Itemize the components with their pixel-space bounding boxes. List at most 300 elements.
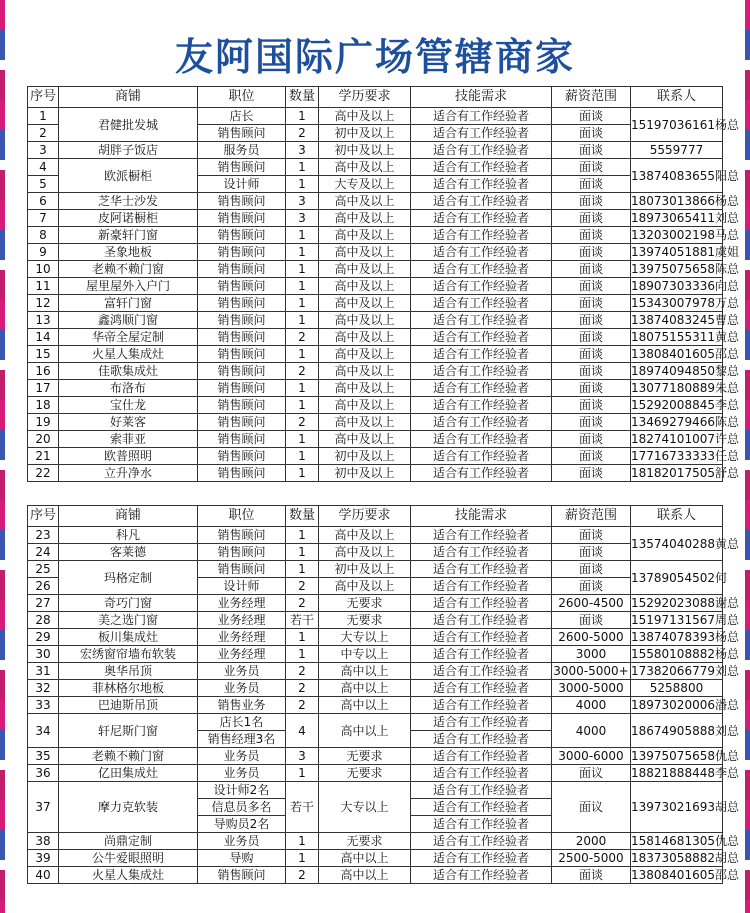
table-cell: 高中及以上 (319, 278, 411, 295)
table-cell: 高中及以上 (319, 193, 411, 210)
table-row (28, 714, 723, 731)
table-row (28, 663, 723, 680)
table-row (28, 295, 723, 312)
table-cell: 13077180889朱总 (631, 381, 739, 395)
table-cell: 1 (286, 227, 319, 244)
table-cell: 中专以上 (319, 646, 411, 663)
table-cell: 12 (28, 295, 59, 312)
table-cell: 28 (28, 612, 59, 629)
table-cell: 高中及以上 (319, 295, 411, 312)
table-cell: 18 (28, 397, 59, 414)
table-cell: 适合有工作经验者 (411, 544, 552, 561)
table-row (28, 210, 723, 227)
table-cell: 3 (286, 210, 319, 227)
table-cell: 3 (286, 142, 319, 159)
table-cell: 业务员 (198, 833, 286, 850)
table-cell: 销售顾问 (198, 363, 286, 380)
table-cell: 适合有工作经验者 (411, 142, 552, 159)
table-cell: 高中及以上 (319, 244, 411, 261)
header-contact: 联系人 (631, 87, 723, 108)
table-cell: 高中及以上 (319, 380, 411, 397)
table-cell: 业务员 (198, 765, 286, 782)
table-cell: 布洛布 (59, 380, 198, 397)
table-cell: 适合有工作经验者 (411, 329, 552, 346)
table-row (28, 867, 723, 884)
table-row (28, 629, 723, 646)
table-cell: 适合有工作经验者 (411, 714, 552, 731)
table-cell: 1 (286, 646, 319, 663)
table-cell: 1 (286, 159, 319, 176)
table-cell: 板川集成灶 (59, 629, 198, 646)
table-cell: 面谈 (552, 578, 631, 595)
table-cell: 32 (28, 680, 59, 697)
table-cell: 高中以上 (319, 867, 411, 884)
table-cell: 业务经理 (198, 646, 286, 663)
table-row (28, 159, 723, 176)
table-cell: 18373058882胡总 (631, 851, 739, 865)
table-cell: 店长 (198, 108, 286, 125)
table-cell: 13874078393杨总 (631, 630, 739, 644)
table-cell: 高中及以上 (319, 414, 411, 431)
table-row (28, 448, 723, 465)
table-row (28, 465, 723, 482)
table-row (28, 595, 723, 612)
table-row (28, 765, 723, 782)
table-cell: 1 (286, 431, 319, 448)
table-cell: 业务经理 (198, 612, 286, 629)
table-cell: 1 (286, 346, 319, 363)
table-cell: 面谈 (552, 397, 631, 414)
table-cell: 9 (28, 244, 59, 261)
table-cell: 适合有工作经验者 (411, 731, 552, 748)
table-cell: 1 (286, 448, 319, 465)
table-cell: 圣象地板 (59, 244, 198, 261)
table-cell: 1 (286, 397, 319, 414)
table-cell: 店长1名 (198, 714, 286, 731)
table-row (28, 363, 723, 380)
table-cell: 3 (28, 142, 59, 159)
header-education: 学历要求 (319, 506, 411, 527)
table-row (28, 850, 723, 867)
table-cell: 13973021693胡总 (631, 782, 723, 833)
header-position: 职位 (198, 506, 286, 527)
table-row (28, 527, 723, 544)
table-cell: 新豪轩门窗 (59, 227, 198, 244)
table-cell: 5 (28, 176, 59, 193)
table-cell: 无要求 (319, 833, 411, 850)
table-cell: 适合有工作经验者 (411, 363, 552, 380)
table-cell: 15292023088谢总 (631, 596, 739, 610)
table-cell: 面谈 (552, 431, 631, 448)
table-cell: 无要求 (319, 748, 411, 765)
table-cell: 18274101007许总 (631, 432, 739, 446)
table-cell: 佳歌集成灶 (59, 363, 198, 380)
table-cell: 适合有工作经验者 (411, 125, 552, 142)
table-cell: 适合有工作经验者 (411, 295, 552, 312)
table-cell: 面谈 (552, 346, 631, 363)
table-cell: 好莱客 (59, 414, 198, 431)
table-cell: 面谈 (552, 244, 631, 261)
table-cell: 1 (286, 380, 319, 397)
table-body (28, 108, 739, 482)
right-decorative-strip (745, 0, 750, 913)
table-cell: 无要求 (319, 612, 411, 629)
table-cell: 1 (286, 629, 319, 646)
table-cell: 面谈 (552, 329, 631, 346)
table-cell: 3 (286, 193, 319, 210)
table-cell: 销售顾问 (198, 210, 286, 227)
table-cell: 销售顾问 (198, 465, 286, 482)
table-cell: 37 (28, 782, 59, 833)
table-cell: 适合有工作经验者 (411, 561, 552, 578)
table-cell: 科凡 (59, 527, 198, 544)
table-cell: 面谈 (552, 159, 631, 176)
table-cell: 21 (28, 448, 59, 465)
table-cell: 销售顾问 (198, 544, 286, 561)
table-cell: 5559777 (631, 142, 723, 159)
table-cell: 高中及以上 (319, 329, 411, 346)
table-cell: 业务经理 (198, 629, 286, 646)
table-cell: 25 (28, 561, 59, 578)
table-cell: 22 (28, 465, 59, 482)
table-cell: 导购 (198, 850, 286, 867)
merchant-table-2 (27, 505, 739, 884)
table-header-row (28, 87, 723, 108)
header-seq: 序号 (28, 87, 59, 108)
table-cell: 销售顾问 (198, 159, 286, 176)
table-cell: 销售顾问 (198, 312, 286, 329)
table-cell: 设计师2名 (198, 782, 286, 799)
table-cell: 23 (28, 527, 59, 544)
table-cell: 高中及以上 (319, 312, 411, 329)
table-cell: 适合有工作经验者 (411, 748, 552, 765)
table-row (28, 108, 723, 125)
table-cell: 面谈 (552, 295, 631, 312)
table-cell: 14 (28, 329, 59, 346)
table-cell: 面议 (552, 782, 631, 833)
table-cell: 面谈 (552, 193, 631, 210)
table-cell: 18073013866杨总 (631, 194, 739, 208)
table-row (28, 612, 723, 629)
table-cell: 适合有工作经验者 (411, 612, 552, 629)
table-cell: 高中及以上 (319, 210, 411, 227)
table-header-row (28, 506, 723, 527)
table-cell: 35 (28, 748, 59, 765)
table-cell: 6 (28, 193, 59, 210)
table-cell: 面谈 (552, 414, 631, 431)
table-cell: 适合有工作经验者 (411, 312, 552, 329)
table-cell: 适合有工作经验者 (411, 850, 552, 867)
table-cell: 面议 (552, 765, 631, 782)
table-cell: 富轩门窗 (59, 295, 198, 312)
table-cell: 老赖不赖门窗 (59, 261, 198, 278)
table-cell: 菲林格尔地板 (59, 680, 198, 697)
table-cell: 13808401605邵总 (631, 868, 739, 882)
table-cell: 销售顾问 (198, 125, 286, 142)
table-cell: 5258800 (631, 680, 723, 697)
header-skills: 技能需求 (411, 506, 552, 527)
table-cell: 高中及以上 (319, 227, 411, 244)
table-cell: 13808401605邵总 (631, 347, 739, 361)
table-cell: 18974094850黎总 (631, 364, 739, 378)
table-cell: 17 (28, 380, 59, 397)
table-row (28, 431, 723, 448)
table-cell: 立升净水 (59, 465, 198, 482)
table-cell: 13974051881虞姐 (631, 245, 739, 259)
header-count: 数量 (286, 506, 319, 527)
table-cell: 公牛爱眼照明 (59, 850, 198, 867)
table-cell: 适合有工作经验者 (411, 629, 552, 646)
table-cell: 24 (28, 544, 59, 561)
table-cell: 面谈 (552, 544, 631, 561)
table-cell: 39 (28, 850, 59, 867)
table-row (28, 380, 723, 397)
table-cell: 高中及以上 (319, 431, 411, 448)
table-cell: 1 (286, 244, 319, 261)
table-cell: 高中及以上 (319, 578, 411, 595)
table-cell: 销售顾问 (198, 295, 286, 312)
table-cell: 无要求 (319, 765, 411, 782)
table-cell: 2600-4500 (552, 595, 631, 612)
table-cell: 高中及以上 (319, 108, 411, 125)
table-row (28, 680, 723, 697)
table-cell: 27 (28, 595, 59, 612)
table-cell: 31 (28, 663, 59, 680)
table-cell: 销售顾问 (198, 329, 286, 346)
table-cell: 面谈 (552, 108, 631, 125)
table-cell: 屋里屋外入户门 (59, 278, 198, 295)
table-cell: 19 (28, 414, 59, 431)
table-cell: 面谈 (552, 125, 631, 142)
table-cell: 适合有工作经验者 (411, 663, 552, 680)
table-row (28, 397, 723, 414)
table-cell: 销售顾问 (198, 193, 286, 210)
table-cell: 业务员 (198, 663, 286, 680)
table-cell: 2000 (552, 833, 631, 850)
table-cell: 1 (286, 850, 319, 867)
table-cell: 1 (286, 833, 319, 850)
table-cell: 34 (28, 714, 59, 748)
table-cell: 13203002198马总 (631, 228, 739, 242)
table-cell: 若干 (286, 612, 319, 629)
table-cell: 高中及以上 (319, 261, 411, 278)
table-cell: 11 (28, 278, 59, 295)
table-cell: 导购员2名 (198, 816, 286, 833)
table-cell: 芝华士沙发 (59, 193, 198, 210)
table-cell: 适合有工作经验者 (411, 244, 552, 261)
table-cell: 20 (28, 431, 59, 448)
table-cell: 适合有工作经验者 (411, 210, 552, 227)
table-cell: 适合有工作经验者 (411, 799, 552, 816)
header-count: 数量 (286, 87, 319, 108)
table-cell: 高中以上 (319, 680, 411, 697)
table-cell: 15 (28, 346, 59, 363)
table-cell: 13874083655阳总 (631, 159, 723, 193)
table-cell: 适合有工作经验者 (411, 159, 552, 176)
table-cell: 18075155311黄总 (631, 330, 739, 344)
table-cell: 销售顾问 (198, 261, 286, 278)
table-row (28, 261, 723, 278)
table-cell: 高中以上 (319, 714, 411, 748)
table-cell: 15580108882杨总 (631, 647, 739, 661)
table-cell: 4000 (552, 697, 631, 714)
table-cell: 8 (28, 227, 59, 244)
table-cell: 面谈 (552, 465, 631, 482)
table-cell: 初中及以上 (319, 561, 411, 578)
table-row (28, 346, 723, 363)
table-cell: 销售顾问 (198, 414, 286, 431)
table-cell: 高中以上 (319, 697, 411, 714)
table-cell: 1 (286, 278, 319, 295)
table-cell: 18973065411刘总 (631, 211, 739, 225)
table-cell: 适合有工作经验者 (411, 680, 552, 697)
table-cell: 15814681305仇总 (631, 834, 739, 848)
table-cell: 1 (286, 108, 319, 125)
table-row (28, 227, 723, 244)
table-row (28, 244, 723, 261)
table-cell: 1 (286, 765, 319, 782)
table-cell: 2 (286, 663, 319, 680)
table-cell: 面谈 (552, 380, 631, 397)
table-cell: 奥华吊顶 (59, 663, 198, 680)
table-row (28, 414, 723, 431)
table-cell: 适合有工作经验者 (411, 176, 552, 193)
table-cell: 初中及以上 (319, 465, 411, 482)
table-cell: 18182017505舒总 (631, 466, 739, 480)
table-cell: 2600-5000 (552, 629, 631, 646)
table-cell: 面谈 (552, 867, 631, 884)
table-cell: 1 (286, 527, 319, 544)
table-cell: 面谈 (552, 561, 631, 578)
table-cell: 15197036161杨总 (631, 108, 723, 142)
table-cell: 2 (286, 595, 319, 612)
table-row (28, 697, 723, 714)
table-cell: 适合有工作经验者 (411, 782, 552, 799)
table-cell: 18674905888刘总 (631, 714, 723, 748)
table-cell: 30 (28, 646, 59, 663)
table-cell: 15343007978万总 (631, 296, 739, 310)
table-cell: 3 (286, 748, 319, 765)
table-cell: 面谈 (552, 612, 631, 629)
table-cell: 4 (28, 159, 59, 176)
table-cell: 13874083245曹总 (631, 313, 739, 327)
table-cell: 若干 (286, 782, 319, 833)
table-cell: 4 (286, 714, 319, 748)
table-cell: 奇巧门窗 (59, 595, 198, 612)
table-cell: 大专以上 (319, 629, 411, 646)
table-cell: 销售顾问 (198, 527, 286, 544)
table-cell: 适合有工作经验者 (411, 697, 552, 714)
table-cell: 13 (28, 312, 59, 329)
table-cell: 2 (28, 125, 59, 142)
table-cell: 宝仕龙 (59, 397, 198, 414)
table-cell: 2 (286, 697, 319, 714)
table-cell: 1 (286, 295, 319, 312)
table-cell: 销售顾问 (198, 227, 286, 244)
table-cell: 2 (286, 125, 319, 142)
table-cell: 销售业务 (198, 697, 286, 714)
table-cell: 16 (28, 363, 59, 380)
table-cell: 亿田集成灶 (59, 765, 198, 782)
table-cell: 2 (286, 578, 319, 595)
table-cell: 2 (286, 329, 319, 346)
table-cell: 适合有工作经验者 (411, 278, 552, 295)
table-cell: 火星人集成灶 (59, 346, 198, 363)
table-cell: 7 (28, 210, 59, 227)
table-cell: 鑫鸿顺门窗 (59, 312, 198, 329)
table-cell: 大专以上 (319, 782, 411, 833)
table-cell: 火星人集成灶 (59, 867, 198, 884)
merchant-table-1 (27, 86, 739, 482)
table-row (28, 329, 723, 346)
table-cell: 适合有工作经验者 (411, 465, 552, 482)
header-position: 职位 (198, 87, 286, 108)
table-cell: 2 (286, 867, 319, 884)
table-cell: 尚鼎定制 (59, 833, 198, 850)
table-cell: 40 (28, 867, 59, 884)
table-cell: 面谈 (552, 210, 631, 227)
table-cell: 18821888448李总 (631, 766, 739, 780)
table-cell: 18973020006潘总 (631, 698, 739, 712)
header-seq: 序号 (28, 506, 59, 527)
header-salary: 薪资范围 (552, 506, 631, 527)
table-cell: 13789054502何 (631, 561, 723, 595)
table-cell: 3000-5000 (552, 680, 631, 697)
table-cell: 美之选门窗 (59, 612, 198, 629)
table-cell: 销售顾问 (198, 380, 286, 397)
table-cell: 面谈 (552, 448, 631, 465)
table-cell: 销售经理3名 (198, 731, 286, 748)
table-cell: 适合有工作经验者 (411, 578, 552, 595)
table-cell: 适合有工作经验者 (411, 527, 552, 544)
table-cell: 销售顾问 (198, 867, 286, 884)
table-cell: 2 (286, 363, 319, 380)
table-cell: 适合有工作经验者 (411, 867, 552, 884)
table-cell: 适合有工作经验者 (411, 646, 552, 663)
table-cell: 29 (28, 629, 59, 646)
table-cell: 适合有工作经验者 (411, 816, 552, 833)
table-cell: 17382066779刘总 (631, 664, 739, 678)
table-cell: 4000 (552, 714, 631, 748)
table-cell: 36 (28, 765, 59, 782)
table-row (28, 646, 723, 663)
table-cell: 13574040288黄总 (631, 527, 723, 561)
table-cell: 高中及以上 (319, 159, 411, 176)
table-cell: 3000-6000 (552, 748, 631, 765)
table-cell: 面谈 (552, 363, 631, 380)
table-cell: 13975075658陈总 (631, 262, 739, 276)
table-cell: 面谈 (552, 176, 631, 193)
table-cell: 设计师 (198, 176, 286, 193)
table-cell: 面谈 (552, 142, 631, 159)
table-cell: 高中及以上 (319, 363, 411, 380)
table-cell: 2 (286, 414, 319, 431)
table-row (28, 544, 723, 561)
table-cell: 销售顾问 (198, 346, 286, 363)
table-cell: 玛格定制 (59, 561, 198, 595)
table-cell: 业务经理 (198, 595, 286, 612)
table-cell: 面谈 (552, 261, 631, 278)
header-salary: 薪资范围 (552, 87, 631, 108)
table-body (28, 527, 739, 884)
table-cell: 胡胖子饭店 (59, 142, 198, 159)
table-cell: 适合有工作经验者 (411, 595, 552, 612)
table-cell: 销售顾问 (198, 278, 286, 295)
table-cell: 大专及以上 (319, 176, 411, 193)
table-cell: 初中及以上 (319, 142, 411, 159)
table-cell: 2500-5000 (552, 850, 631, 867)
table-row (28, 782, 723, 799)
